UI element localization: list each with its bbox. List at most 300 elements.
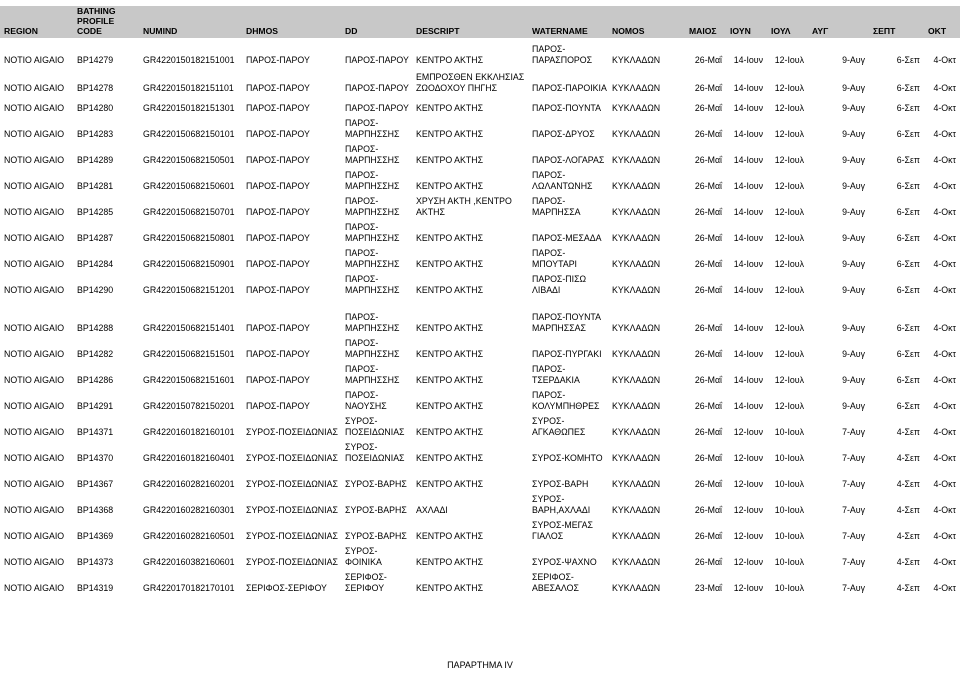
table-cell: 26-Μαΐ <box>694 129 722 139</box>
column-header: NUMIND <box>139 6 242 38</box>
table-cell: NOTIO AIGAIO <box>4 259 65 269</box>
table-cell: ΚΥΚΛΑΔΩΝ <box>612 401 661 411</box>
table-row <box>0 66 960 94</box>
table-cell: GR4220160282160501 <box>143 531 235 541</box>
table-cell: 4-Οκτ <box>933 531 956 541</box>
table-cell: 6-Σεπ <box>896 55 920 65</box>
table-row <box>0 296 960 334</box>
table-cell: 26-Μαΐ <box>694 531 722 541</box>
column-header: DESCRIPT <box>412 6 528 38</box>
table-cell: 6-Σεπ <box>896 323 920 333</box>
table-cell: ΠΑΡΟΣ-ΠΑΡΟΥ <box>246 349 310 359</box>
table-cell: ΠΑΡΟΣ-ΜΕΣΑΔΑ <box>532 233 602 243</box>
table-cell: 4-Σεπ <box>896 453 920 463</box>
table-cell: 10-Ιουλ <box>774 583 804 593</box>
table-cell: ΠΑΡΟΣ-ΠΑΡΟΥ <box>246 323 310 333</box>
table-cell: 4-Οκτ <box>933 285 956 295</box>
table-cell: GR4220150182151001 <box>143 55 235 65</box>
table-cell: 14-Ιουν <box>733 323 763 333</box>
table-cell: 14-Ιουν <box>733 55 763 65</box>
table-cell: ΚΥΚΛΑΔΩΝ <box>612 155 661 165</box>
table-cell: 9-Αυγ <box>842 323 865 333</box>
table-cell: NOTIO AIGAIO <box>4 207 65 217</box>
table-cell: 10-Ιουλ <box>774 505 804 515</box>
table-cell: ΣΕΡΙΦΟΣ- ΑΒΕΣΑΛΟΣ <box>532 572 579 593</box>
table-cell: BP14278 <box>77 83 114 93</box>
table-cell: ΚΕΝΤΡΟ ΑΚΤΗΣ <box>416 323 484 333</box>
table-cell: ΠΑΡΟΣ- ΠΑΡΑΣΠΟΡΟΣ <box>532 44 593 65</box>
table-cell: 26-Μαΐ <box>694 453 722 463</box>
table-cell: NOTIO AIGAIO <box>4 583 65 593</box>
table-cell: ΣΥΡΟΣ-ΠΟΣΕΙΔΩΝΙΑΣ <box>246 505 338 515</box>
table-cell: 9-Αυγ <box>842 285 865 295</box>
table-cell: 14-Ιουν <box>733 207 763 217</box>
table-cell: 26-Μαΐ <box>694 505 722 515</box>
table-cell: 12-Ιουν <box>733 531 763 541</box>
table-cell: NOTIO AIGAIO <box>4 505 65 515</box>
table-cell: BP14367 <box>77 479 114 489</box>
table-cell: ΠΑΡΟΣ-ΠΑΡΟΥ <box>246 233 310 243</box>
table-cell: ΠΑΡΟΣ-ΠΑΡΟΥ <box>345 55 409 65</box>
table-cell: ΣΥΡΟΣ-ΠΟΣΕΙΔΩΝΙΑΣ <box>246 453 338 463</box>
table-cell: ΣΥΡΟΣ-ΨΑΧΝΟ <box>532 557 597 567</box>
table-cell: 4-Οκτ <box>933 129 956 139</box>
table-cell: 7-Αυγ <box>842 427 865 437</box>
table-cell: ΚΥΚΛΑΔΩΝ <box>612 55 661 65</box>
table-cell: 26-Μαΐ <box>694 401 722 411</box>
table-cell: 6-Σεπ <box>896 103 920 113</box>
table-cell: GR4220150682151401 <box>143 323 235 333</box>
table-cell: ΕΜΠΡΟΣΘΕΝ ΕΚΚΛΗΣΙΑΣ ΖΩΟΔΟΧΟΥ ΠΗΓΗΣ <box>416 72 525 93</box>
table-cell: 4-Οκτ <box>933 83 956 93</box>
table-cell: 26-Μαΐ <box>694 427 722 437</box>
table-cell: GR4220150682150901 <box>143 259 235 269</box>
table-cell: ΠΑΡΟΣ-ΠΟΥΝΤΑ ΜΑΡΠΗΣΣΑΣ <box>532 312 602 333</box>
table-cell: GR4220150682151601 <box>143 375 235 385</box>
table-cell: ΣΥΡΟΣ-ΒΑΡΗ <box>532 479 589 489</box>
appendix-footer: ΠΑΡΑΡΤΗΜΑ ΙV <box>447 660 513 670</box>
table-cell: ΠΑΡΟΣ-ΠΙΣΩ ΛΙΒΑΔΙ <box>532 274 587 295</box>
table-cell: 7-Αυγ <box>842 453 865 463</box>
table-cell: GR4220170182170101 <box>143 583 235 593</box>
table-cell: 6-Σεπ <box>896 155 920 165</box>
table-cell: 9-Αυγ <box>842 233 865 243</box>
table-cell: 12-Ιουλ <box>774 103 804 113</box>
table-cell: ΚΥΚΛΑΔΩΝ <box>612 479 661 489</box>
table-cell: ΠΑΡΟΣ- ΜΑΡΠΗΣΣΗΣ <box>345 196 400 217</box>
table-cell: 9-Αυγ <box>842 349 865 359</box>
column-header: ΑΥΓ <box>808 6 869 38</box>
table-cell: ΚΥΚΛΑΔΩΝ <box>612 427 661 437</box>
table-cell: ΑΧΛΑΔΙ <box>416 505 448 515</box>
table-cell: NOTIO AIGAIO <box>4 531 65 541</box>
table-cell: BP14370 <box>77 453 114 463</box>
column-header: ΣΕΠΤ <box>869 6 924 38</box>
table-cell: 4-Οκτ <box>933 259 956 269</box>
table-cell: ΣΥΡΟΣ- ΠΟΣΕΙΔΩΝΙΑΣ <box>345 416 405 437</box>
table-cell: 6-Σεπ <box>896 401 920 411</box>
table-cell: 14-Ιουν <box>733 181 763 191</box>
table-cell: ΚΥΚΛΑΔΩΝ <box>612 583 661 593</box>
table-cell: ΠΑΡΟΣ- ΜΑΡΠΗΣΣΗΣ <box>345 170 400 191</box>
table-cell: BP14319 <box>77 583 114 593</box>
table-cell: 4-Οκτ <box>933 505 956 515</box>
table-cell: 26-Μαΐ <box>694 285 722 295</box>
table-cell: ΚΕΝΤΡΟ ΑΚΤΗΣ <box>416 129 484 139</box>
table-cell: ΚΕΝΤΡΟ ΑΚΤΗΣ <box>416 285 484 295</box>
table-cell: 12-Ιουλ <box>774 259 804 269</box>
table-cell: 6-Σεπ <box>896 349 920 359</box>
table-cell: ΠΑΡΟΣ- ΛΩΛΑΝΤΩΝΗΣ <box>532 170 593 191</box>
table-cell: BP14282 <box>77 349 114 359</box>
table-cell: ΚΕΝΤΡΟ ΑΚΤΗΣ <box>416 103 484 113</box>
table-cell: 14-Ιουν <box>733 155 763 165</box>
table-cell: GR4220150682150801 <box>143 233 235 243</box>
table-cell: 4-Οκτ <box>933 349 956 359</box>
column-header: NOMOS <box>608 6 685 38</box>
table-cell: 14-Ιουν <box>733 129 763 139</box>
table-cell: NOTIO AIGAIO <box>4 401 65 411</box>
table-cell: ΚΥΚΛΑΔΩΝ <box>612 349 661 359</box>
column-header: BATHING PROFILE CODE <box>73 6 139 38</box>
table-cell: 12-Ιουν <box>733 479 763 489</box>
table-cell: 4-Οκτ <box>933 583 956 593</box>
table-cell: 4-Οκτ <box>933 401 956 411</box>
table-cell: 26-Μαΐ <box>694 103 722 113</box>
table-cell: 12-Ιουν <box>733 505 763 515</box>
table-cell: ΣΥΡΟΣ-ΒΑΡΗΣ <box>345 479 407 489</box>
table-cell: 12-Ιουλ <box>774 401 804 411</box>
table-row <box>0 334 960 360</box>
table-cell: 4-Οκτ <box>933 323 956 333</box>
table-cell: ΣΥΡΟΣ-ΠΟΣΕΙΔΩΝΙΑΣ <box>246 479 338 489</box>
table-cell: 4-Οκτ <box>933 181 956 191</box>
table-cell: 12-Ιουν <box>733 453 763 463</box>
table-cell: NOTIO AIGAIO <box>4 479 65 489</box>
table-row <box>0 38 960 66</box>
table-cell: BP14279 <box>77 55 114 65</box>
table-cell: 26-Μαΐ <box>694 375 722 385</box>
table-cell: ΠΑΡΟΣ- ΜΑΡΠΗΣΣΗΣ <box>345 222 400 243</box>
table-cell: ΠΑΡΟΣ-ΠΑΡΟΥ <box>246 375 310 385</box>
table-cell: 12-Ιουν <box>733 583 763 593</box>
table-cell: BP14288 <box>77 323 114 333</box>
table-cell: GR4220160282160301 <box>143 505 235 515</box>
table-cell: ΠΑΡΟΣ- ΚΟΛΥΜΠΗΘΡΕΣ <box>532 390 600 411</box>
table-cell: BP14287 <box>77 233 114 243</box>
table-cell: ΣΥΡΟΣ-ΠΟΣΕΙΔΩΝΙΑΣ <box>246 531 338 541</box>
table-cell: 7-Αυγ <box>842 505 865 515</box>
table-row <box>0 270 960 296</box>
table-cell: BP14281 <box>77 181 114 191</box>
table-cell: NOTIO AIGAIO <box>4 129 65 139</box>
table-cell: NOTIO AIGAIO <box>4 349 65 359</box>
table-cell: ΠΑΡΟΣ- ΜΑΡΠΗΣΣΗΣ <box>345 312 400 333</box>
table-cell: ΚΥΚΛΑΔΩΝ <box>612 531 661 541</box>
table-cell: ΚΕΝΤΡΟ ΑΚΤΗΣ <box>416 155 484 165</box>
table-cell: 10-Ιουλ <box>774 557 804 567</box>
table-row <box>0 192 960 218</box>
table-cell: GR4220160382160601 <box>143 557 235 567</box>
table-cell: ΚΕΝΤΡΟ ΑΚΤΗΣ <box>416 479 484 489</box>
table-cell: 4-Σεπ <box>896 505 920 515</box>
table-cell: 6-Σεπ <box>896 83 920 93</box>
table-cell: 6-Σεπ <box>896 181 920 191</box>
table-cell: BP14373 <box>77 557 114 567</box>
table-cell: ΚΕΝΤΡΟ ΑΚΤΗΣ <box>416 531 484 541</box>
table-cell: NOTIO AIGAIO <box>4 557 65 567</box>
table-cell: ΚΥΚΛΑΔΩΝ <box>612 207 661 217</box>
table-cell: NOTIO AIGAIO <box>4 233 65 243</box>
table-row <box>0 464 960 490</box>
table-cell: ΚΥΚΛΑΔΩΝ <box>612 129 661 139</box>
table-cell: ΠΑΡΟΣ- ΜΑΡΠΗΣΣΗΣ <box>345 364 400 385</box>
table-cell: 4-Οκτ <box>933 375 956 385</box>
table-cell: GR4220150682150701 <box>143 207 235 217</box>
table-cell: NOTIO AIGAIO <box>4 83 65 93</box>
table-cell: 10-Ιουλ <box>774 427 804 437</box>
table-row <box>0 218 960 244</box>
table-cell: 9-Αυγ <box>842 181 865 191</box>
table-cell: ΚΥΚΛΑΔΩΝ <box>612 233 661 243</box>
table-cell: ΚΕΝΤΡΟ ΑΚΤΗΣ <box>416 583 484 593</box>
table-cell: 4-Οκτ <box>933 207 956 217</box>
table-cell: ΠΑΡΟΣ-ΠΑΡΟΥ <box>246 83 310 93</box>
table-cell: ΠΑΡΟΣ-ΠΑΡΟΥ <box>246 129 310 139</box>
table-cell: 6-Σεπ <box>896 129 920 139</box>
table-cell: ΠΑΡΟΣ-ΠΑΡΟΥ <box>246 155 310 165</box>
table-cell: GR4220150182151101 <box>143 83 234 93</box>
table-cell: 12-Ιουλ <box>774 207 804 217</box>
table-cell: 14-Ιουν <box>733 375 763 385</box>
table-cell: 9-Αυγ <box>842 375 865 385</box>
table-cell: 6-Σεπ <box>896 259 920 269</box>
table-cell: 12-Ιουλ <box>774 323 804 333</box>
table-cell: ΠΑΡΟΣ-ΠΟΥΝΤΑ <box>532 103 602 113</box>
table-cell: 9-Αυγ <box>842 55 865 65</box>
table-cell: BP14283 <box>77 129 114 139</box>
table-cell: ΣΕΡΙΦΟΣ- ΣΕΡΙΦΟΥ <box>345 572 387 593</box>
table-cell: 26-Μαΐ <box>694 259 722 269</box>
table-cell: 10-Ιουλ <box>774 531 804 541</box>
table-cell: 12-Ιουλ <box>774 233 804 243</box>
table-cell: GR4220160282160201 <box>143 479 235 489</box>
table-cell: ΣΥΡΟΣ-ΠΟΣΕΙΔΩΝΙΑΣ <box>246 427 338 437</box>
table-cell: ΚΥΚΛΑΔΩΝ <box>612 83 661 93</box>
table-cell: 26-Μαΐ <box>694 479 722 489</box>
table-row <box>0 114 960 140</box>
table-cell: ΠΑΡΟΣ-ΠΑΡΟΥ <box>246 55 310 65</box>
table-cell: ΠΑΡΟΣ-ΠΑΡΟΥ <box>345 83 409 93</box>
table-cell: ΚΥΚΛΑΔΩΝ <box>612 323 661 333</box>
table-cell: NOTIO AIGAIO <box>4 55 65 65</box>
table-cell: 12-Ιουλ <box>774 181 804 191</box>
column-header: DD <box>341 6 412 38</box>
table-cell: 12-Ιουλ <box>774 83 804 93</box>
table-cell: 9-Αυγ <box>842 401 865 411</box>
table-cell: 12-Ιουλ <box>774 129 804 139</box>
table-row <box>0 166 960 192</box>
table-cell: ΚΕΝΤΡΟ ΑΚΤΗΣ <box>416 181 484 191</box>
table-cell: 4-Οκτ <box>933 479 956 489</box>
table-cell: ΚΕΝΤΡΟ ΑΚΤΗΣ <box>416 427 484 437</box>
table-cell: 23-Μαΐ <box>694 583 722 593</box>
table-cell: BP14368 <box>77 505 114 515</box>
table-cell: 4-Σεπ <box>896 427 920 437</box>
table-cell: ΠΑΡΟΣ-ΠΑΡΟΥ <box>246 181 310 191</box>
table-cell: 14-Ιουν <box>733 349 763 359</box>
table-cell: 26-Μαΐ <box>694 207 722 217</box>
table-cell: 7-Αυγ <box>842 479 865 489</box>
table-cell: ΚΥΚΛΑΔΩΝ <box>612 103 661 113</box>
table-cell: 14-Ιουν <box>733 401 763 411</box>
table-cell: ΚΥΚΛΑΔΩΝ <box>612 259 661 269</box>
table-cell: GR4220150682151501 <box>143 349 235 359</box>
table-cell: ΠΑΡΟΣ-ΠΑΡΟΥ <box>246 207 310 217</box>
table-cell: ΧΡΥΣΗ ΑΚΤΗ ,ΚΕΝΤΡΟ ΑΚΤΗΣ <box>416 196 512 217</box>
table-cell: ΚΕΝΤΡΟ ΑΚΤΗΣ <box>416 55 484 65</box>
table-cell: GR4220150682150601 <box>143 181 235 191</box>
table-cell: BP14289 <box>77 155 114 165</box>
table-cell: 7-Αυγ <box>842 557 865 567</box>
table-cell: 7-Αυγ <box>842 531 865 541</box>
table-cell: 4-Οκτ <box>933 453 956 463</box>
table-cell: ΠΑΡΟΣ-ΠΑΡΟΥ <box>246 103 310 113</box>
table-cell: ΠΑΡΟΣ- ΜΑΡΠΗΣΣΗΣ <box>345 338 400 359</box>
table-cell: 26-Μαΐ <box>694 557 722 567</box>
table-cell: 10-Ιουλ <box>774 453 804 463</box>
table-cell: 4-Σεπ <box>896 557 920 567</box>
table-cell: 7-Αυγ <box>842 583 865 593</box>
table-cell: ΚΕΝΤΡΟ ΑΚΤΗΣ <box>416 259 484 269</box>
table-cell: 4-Οκτ <box>933 55 956 65</box>
table-cell: ΠΑΡΟΣ-ΠΥΡΓΑΚΙ <box>532 349 602 359</box>
table-row <box>0 140 960 166</box>
table-cell: 4-Οκτ <box>933 155 956 165</box>
table-cell: ΠΑΡΟΣ-ΠΑΡΟΥ <box>246 285 310 295</box>
table-cell: GR4220150782150201 <box>143 401 235 411</box>
table-cell: ΣΥΡΟΣ-ΠΟΣΕΙΔΩΝΙΑΣ <box>246 557 338 567</box>
table-cell: NOTIO AIGAIO <box>4 285 65 295</box>
column-header: ΙΟΥΛ <box>767 6 808 38</box>
table-cell: ΠΑΡΟΣ-ΛΟΓΑΡΑΣ <box>532 155 605 165</box>
bathing-water-table <box>0 6 960 594</box>
table-cell: 26-Μαΐ <box>694 233 722 243</box>
table-cell: ΣΥΡΟΣ-ΚΟΜΗΤΟ <box>532 453 603 463</box>
table-cell: ΚΕΝΤΡΟ ΑΚΤΗΣ <box>416 557 484 567</box>
table-row <box>0 360 960 386</box>
table-cell: 26-Μαΐ <box>694 55 722 65</box>
table-cell: 12-Ιουλ <box>774 55 804 65</box>
table-cell: NOTIO AIGAIO <box>4 155 65 165</box>
column-header: DHMOS <box>242 6 341 38</box>
table-cell: 4-Οκτ <box>933 103 956 113</box>
table-cell: NOTIO AIGAIO <box>4 181 65 191</box>
table-cell: ΚΥΚΛΑΔΩΝ <box>612 557 661 567</box>
table-cell: ΚΥΚΛΑΔΩΝ <box>612 285 661 295</box>
table-cell: 14-Ιουν <box>733 103 763 113</box>
table-row <box>0 94 960 114</box>
table-cell: 14-Ιουν <box>733 259 763 269</box>
table-row <box>0 438 960 464</box>
table-row <box>0 244 960 270</box>
table-cell: 9-Αυγ <box>842 83 865 93</box>
table-cell: 12-Ιουλ <box>774 285 804 295</box>
table-cell: ΠΑΡΟΣ- ΜΠΟΥΤΑΡΙ <box>532 248 578 269</box>
table-cell: ΠΑΡΟΣ- ΝΑΟΥΣΗΣ <box>345 390 387 411</box>
table-row <box>0 516 960 542</box>
table-cell: 26-Μαΐ <box>694 83 722 93</box>
table-cell: ΠΑΡΟΣ- ΜΑΡΠΗΣΣΗΣ <box>345 248 400 269</box>
table-cell: ΣΕΡΙΦΟΣ-ΣΕΡΙΦΟΥ <box>246 583 327 593</box>
table-cell: 4-Σεπ <box>896 479 920 489</box>
table-cell: BP14290 <box>77 285 114 295</box>
table-cell: ΚΕΝΤΡΟ ΑΚΤΗΣ <box>416 349 484 359</box>
table-cell: ΣΥΡΟΣ- ΠΟΣΕΙΔΩΝΙΑΣ <box>345 442 405 463</box>
table-cell: GR4220150682150101 <box>143 129 235 139</box>
table-cell: 4-Οκτ <box>933 557 956 567</box>
table-cell: ΠΑΡΟΣ-ΠΑΡΟΥ <box>246 259 310 269</box>
table-cell: 6-Σεπ <box>896 207 920 217</box>
table-cell: BP14285 <box>77 207 114 217</box>
table-cell: ΠΑΡΟΣ- ΤΣΕΡΔΑΚΙΑ <box>532 364 580 385</box>
table-cell: ΚΥΚΛΑΔΩΝ <box>612 375 661 385</box>
table-cell: ΣΥΡΟΣ- ΒΑΡΗ,ΑΧΛΑΔΙ <box>532 494 591 515</box>
table-cell: 9-Αυγ <box>842 155 865 165</box>
table-row <box>0 386 960 412</box>
table-cell: ΠΑΡΟΣ- ΜΑΡΠΗΣΣΗΣ <box>345 144 400 165</box>
table-cell: ΣΥΡΟΣ-ΜΕΓΑΣ ΓΙΑΛΟΣ <box>532 520 593 541</box>
table-cell: ΣΥΡΟΣ-ΒΑΡΗΣ <box>345 531 407 541</box>
table-row <box>0 490 960 516</box>
table-cell: 12-Ιουλ <box>774 375 804 385</box>
table-cell: 14-Ιουν <box>733 233 763 243</box>
table-cell: 6-Σεπ <box>896 285 920 295</box>
table-cell: BP14280 <box>77 103 114 113</box>
table-cell: ΣΥΡΟΣ- ΑΓΚΑΘΩΠΕΣ <box>532 416 586 437</box>
table-cell: NOTIO AIGAIO <box>4 453 65 463</box>
table-cell: 12-Ιουν <box>733 427 763 437</box>
table-cell: ΠΑΡΟΣ- ΜΑΡΠΗΣΣΗΣ <box>345 118 400 139</box>
column-header: REGION <box>0 6 73 38</box>
table-cell: ΠΑΡΟΣ-ΠΑΡΟΥ <box>345 103 409 113</box>
table-cell: BP14371 <box>77 427 114 437</box>
table-cell: 12-Ιουλ <box>774 349 804 359</box>
column-header: ΟΚΤ <box>924 6 960 38</box>
table-cell: BP14286 <box>77 375 114 385</box>
table-cell: 4-Σεπ <box>896 531 920 541</box>
table-cell: ΠΑΡΟΣ- ΜΑΡΠΗΣΣΑ <box>532 196 581 217</box>
table-cell: ΠΑΡΟΣ-ΔΡΥΟΣ <box>532 129 595 139</box>
table-cell: ΚΥΚΛΑΔΩΝ <box>612 505 661 515</box>
table-cell: 26-Μαΐ <box>694 349 722 359</box>
table-cell: 4-Σεπ <box>896 583 920 593</box>
table-cell: 9-Αυγ <box>842 259 865 269</box>
table-cell: ΣΥΡΟΣ-ΦΟΙΝΙΚΑ <box>345 546 382 567</box>
column-header: ΙΟΥΝ <box>726 6 767 38</box>
table-cell: 10-Ιουλ <box>774 479 804 489</box>
table-cell: ΚΥΚΛΑΔΩΝ <box>612 453 661 463</box>
table-cell: ΚΕΝΤΡΟ ΑΚΤΗΣ <box>416 453 484 463</box>
table-cell: 12-Ιουλ <box>774 155 804 165</box>
table-cell: 6-Σεπ <box>896 375 920 385</box>
column-header: ΜΑΙΟΣ <box>685 6 726 38</box>
table-cell: ΚΕΝΤΡΟ ΑΚΤΗΣ <box>416 375 484 385</box>
table-cell: NOTIO AIGAIO <box>4 323 65 333</box>
table-cell: 9-Αυγ <box>842 103 865 113</box>
table-cell: 14-Ιουν <box>733 285 763 295</box>
table-cell: ΚΥΚΛΑΔΩΝ <box>612 181 661 191</box>
